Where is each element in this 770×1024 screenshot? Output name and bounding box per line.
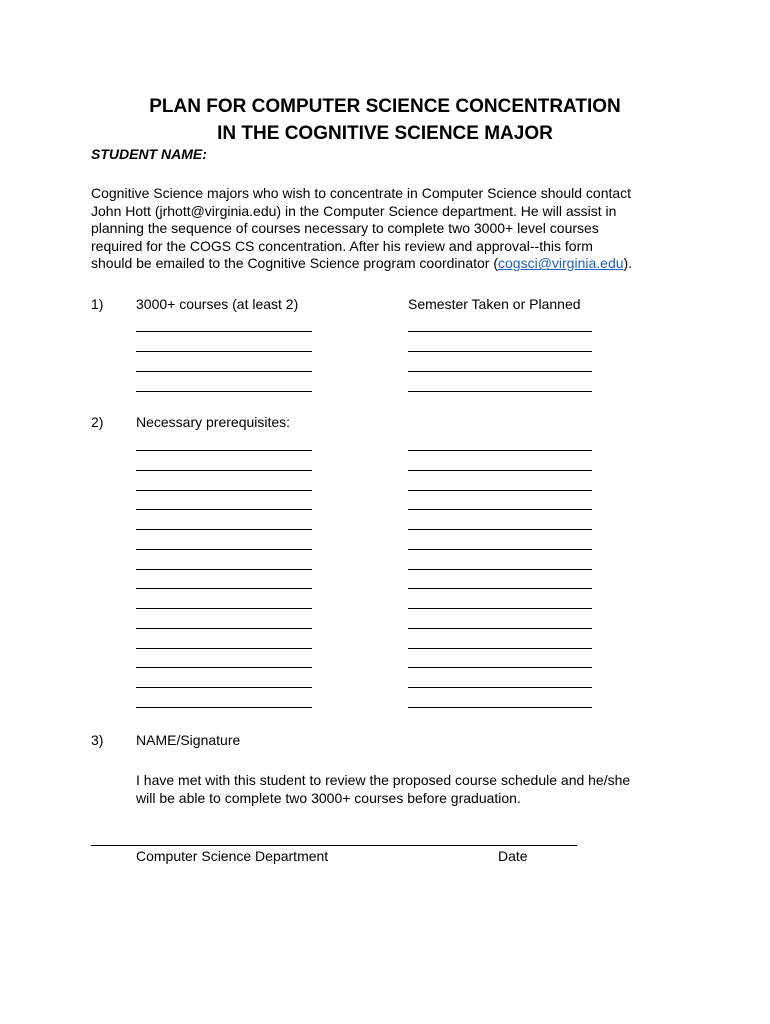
prerequisite-semester-blank[interactable] — [408, 648, 592, 649]
prerequisite-blank[interactable] — [136, 608, 312, 609]
section-3-label: NAME/Signature — [136, 732, 241, 748]
prerequisite-blank[interactable] — [136, 569, 312, 570]
course-blank[interactable] — [136, 371, 312, 372]
department-label: Computer Science Department — [136, 848, 329, 864]
prerequisite-semester-blank[interactable] — [408, 450, 592, 451]
attestation-line-2: will be able to complete two 3000+ courses before graduation. — [136, 790, 521, 806]
prerequisite-blank[interactable] — [136, 648, 312, 649]
section-1-number: 1) — [91, 296, 104, 312]
semester-column-label: Semester Taken or Planned — [408, 296, 581, 312]
signature-line[interactable] — [91, 845, 577, 846]
prerequisite-blank[interactable] — [136, 450, 312, 451]
coordinator-email-link[interactable]: cogsci@virginia.edu — [498, 255, 624, 272]
prerequisite-blank[interactable] — [136, 628, 312, 629]
prerequisite-blank[interactable] — [136, 707, 312, 708]
intro-line-5 — [91, 255, 691, 273]
title-line-2: IN THE COGNITIVE SCIENCE MAJOR — [217, 123, 553, 144]
semester-blank[interactable] — [408, 391, 592, 392]
semester-blank[interactable] — [408, 371, 592, 372]
page-title — [0, 93, 770, 147]
course-blank[interactable] — [136, 331, 312, 332]
section-1-label: 3000+ courses (at least 2) — [136, 296, 299, 312]
course-blank[interactable] — [136, 351, 312, 352]
prerequisite-blank[interactable] — [136, 687, 312, 688]
intro-line-4: required for the COGS CS concentration. After his review and approval--this form — [91, 237, 593, 254]
prerequisite-semester-blank[interactable] — [408, 667, 592, 668]
semester-blank[interactable] — [408, 331, 592, 332]
prerequisite-semester-blank[interactable] — [408, 529, 592, 530]
intro-line-5-suffix: ). — [623, 255, 633, 272]
attestation-paragraph — [136, 771, 696, 807]
prerequisite-blank[interactable] — [136, 529, 312, 530]
prerequisite-semester-blank[interactable] — [408, 628, 592, 629]
prerequisite-semester-blank[interactable] — [408, 549, 592, 550]
section-2-number: 2) — [91, 414, 104, 430]
prerequisite-blank[interactable] — [136, 490, 312, 491]
prerequisite-blank[interactable] — [136, 667, 312, 668]
prerequisite-semester-blank[interactable] — [408, 569, 592, 570]
prerequisite-semester-blank[interactable] — [408, 588, 592, 589]
attestation-line-1: I have met with this student to review the proposed course schedule and he/she — [136, 772, 631, 788]
semester-blank[interactable] — [408, 351, 592, 352]
prerequisite-semester-blank[interactable] — [408, 470, 592, 471]
title-line-1: PLAN FOR COMPUTER SCIENCE CONCENTRATION — [149, 96, 621, 117]
prerequisite-blank[interactable] — [136, 549, 312, 550]
prerequisite-semester-blank[interactable] — [408, 509, 592, 510]
section-3-number: 3) — [91, 732, 104, 748]
course-blank[interactable] — [136, 391, 312, 392]
prerequisite-semester-blank[interactable] — [408, 608, 592, 609]
prerequisite-blank[interactable] — [136, 588, 312, 589]
intro-paragraph — [91, 185, 691, 273]
student-name-label: STUDENT NAME: — [91, 146, 207, 162]
section-2-label: Necessary prerequisites: — [136, 414, 291, 430]
intro-line-3: planning the sequence of courses necessary to complete two 3000+ level courses — [91, 220, 599, 237]
prerequisite-semester-blank[interactable] — [408, 707, 592, 708]
prerequisite-semester-blank[interactable] — [408, 687, 592, 688]
prerequisite-blank[interactable] — [136, 509, 312, 510]
intro-line-1: Cognitive Science majors who wish to concentrate in Computer Science should contact — [91, 185, 632, 201]
prerequisite-semester-blank[interactable] — [408, 490, 592, 491]
date-label: Date — [498, 848, 528, 864]
intro-line-5-prefix: should be emailed to the Cognitive Science program coordinator ( — [91, 255, 499, 272]
intro-line-2: John Hott (jrhott@virginia.edu) in the Computer Science department. He will assist in — [91, 202, 617, 219]
prerequisite-blank[interactable] — [136, 470, 312, 471]
